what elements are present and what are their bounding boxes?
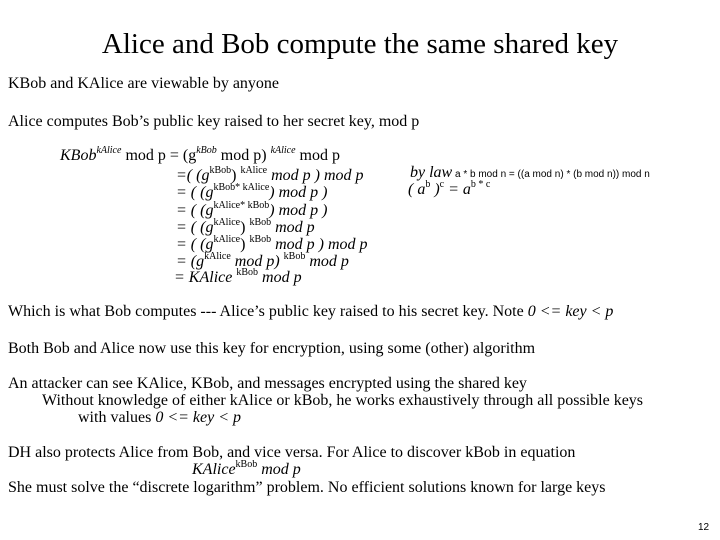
line-alice-computes: Alice computes Bob’s public key raised to her secret key, mod p — [8, 113, 420, 130]
by-law-label: by law — [410, 164, 453, 181]
derivation-line-3: = ( $(g^{kAlice* kBob})$ mod p ) — [176, 200, 328, 219]
derivation-line-1: =( $(g^{kBob})$ $^{kAlice}$ mod p ) mod p — [176, 165, 364, 184]
derivation-line-5: = ( $(g^{kAlice})$ $^{kBob}$ mod p ) mod p — [176, 234, 368, 253]
page-number: 12 — [698, 522, 710, 533]
slide-title: Alice and Bob compute the same shared key — [101, 28, 619, 60]
derivation-line-6: = ($g^{kAlice}$ mod p) $^{kBob}$ mod p — [176, 251, 349, 270]
line-dh-protects: DH also protects Alice from Bob, and vice versa. For Alice to discover kBob in equation — [8, 444, 576, 461]
derivation-line-2: = ( $(g^{kBob* kAlice})$ mod p ) — [176, 182, 328, 201]
line-encryption: Both Bob and Alice now use this key for encryption, using some (other) algorithm — [8, 340, 536, 357]
line-exhaustive: Without knowledge of either kAlice or kBob, he works exhaustively through all possible keys — [42, 392, 644, 409]
derivation-line-0: KBob$^{kAlice}$ mod $p = (g^{kBob}$ mod p) $^{kAlice}$ mod p — [60, 145, 340, 164]
kbob-symbol: KBob — [60, 147, 97, 164]
line-visibility: KBob and KAlice are viewable by anyone — [8, 75, 280, 92]
by-law-note — [410, 164, 650, 182]
line-discrete-log: She must solve the “discrete logarithm” problem. No efficient solutions known for large keys — [8, 479, 606, 496]
line-attacker: An attacker can see KAlice, KBob, and messages encrypted using the shared key — [8, 375, 527, 392]
derivation-line-7: = KAlice $^{kBob}$ mod p — [174, 267, 302, 286]
line-values: with values 0 <= key < p — [78, 409, 242, 426]
line-bob-computes: Which is what Bob computes --- Alice’s public key raised to his secret key. Note 0 <= key < p — [8, 303, 614, 320]
derivation-line-4: = ( $(g^{kAlice})$ $^{kBob}$ mod p — [176, 217, 315, 236]
exponent-rule: ( $a^b$ )$^c = a^{b * c}$ — [408, 179, 491, 198]
line-equation: KAlice$^{kBob}$ mod p — [192, 459, 301, 478]
mod-mult-rule: a * b mod n = ((a mod n) * (b mod n)) mod n — [452, 169, 650, 180]
